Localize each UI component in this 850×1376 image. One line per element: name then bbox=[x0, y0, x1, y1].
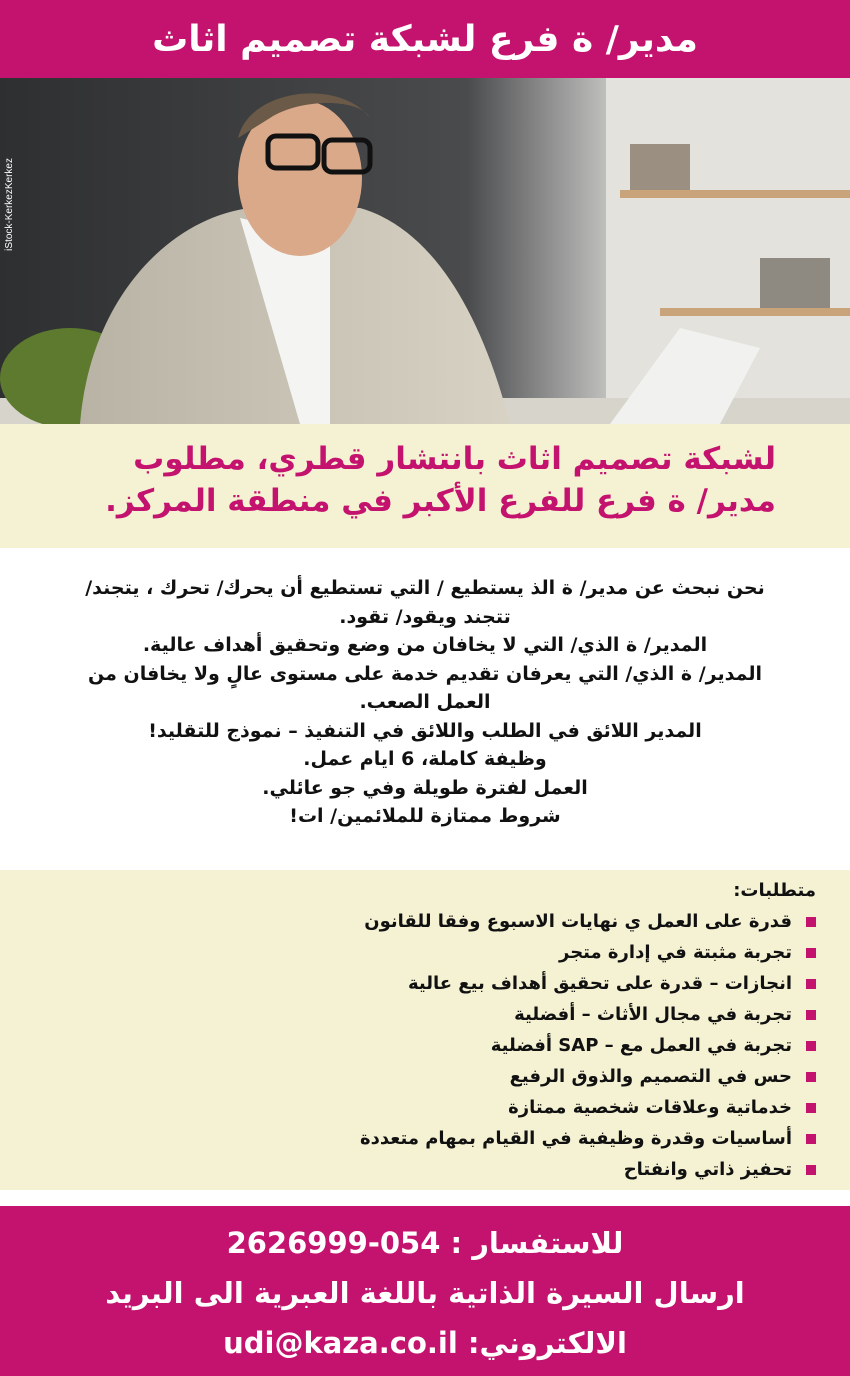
header-bar bbox=[0, 0, 850, 78]
square-bullet-icon bbox=[806, 979, 816, 989]
list-item: تحفيز ذاتي وانفتاح bbox=[40, 1154, 816, 1185]
hero-photo bbox=[0, 78, 850, 424]
intro-line: وظيفة كاملة، 6 ايام عمل. bbox=[303, 748, 547, 770]
headline-section bbox=[0, 424, 850, 548]
square-bullet-icon bbox=[806, 1041, 816, 1051]
contact-email[interactable]: الالكتروني: udi@kaza.co.il bbox=[223, 1326, 627, 1360]
requirements-title: متطلبات: bbox=[733, 880, 816, 901]
intro-line: المدير اللائق في الطلب واللائق في التنفيذ – نموذج للتقليد! bbox=[148, 719, 702, 742]
contact-section bbox=[0, 1206, 850, 1376]
list-item: انجازات – قدرة على تحقيق أهداف بيع عالية bbox=[40, 968, 816, 999]
contact-phone: للاستفسار : 054-2626999 bbox=[226, 1226, 624, 1260]
list-item: تجربة مثبتة في إدارة متجر bbox=[40, 937, 816, 968]
intro-line: المدير/ ة الذي/ التي يعرفان تقديم خدمة على مستوى عالٍ ولا يخافان من bbox=[88, 662, 762, 685]
square-bullet-icon bbox=[806, 1134, 816, 1144]
list-item: تجربة في مجال الأثاث – أفضلية bbox=[40, 999, 816, 1030]
intro-section bbox=[0, 548, 850, 870]
square-bullet-icon bbox=[806, 1165, 816, 1175]
intro-line: العمل لفترة طويلة وفي جو عائلي. bbox=[262, 776, 588, 799]
square-bullet-icon bbox=[806, 1072, 816, 1082]
intro-line: شروط ممتازة للملائمين/ ات! bbox=[289, 805, 561, 827]
man-at-laptop-image bbox=[0, 78, 850, 424]
square-bullet-icon bbox=[806, 917, 816, 927]
intro-line: نحن نبحث عن مدير/ ة الذ يستطيع / التي تستطيع أن يحرك/ تحرك ، يتجند/ bbox=[85, 577, 765, 599]
requirements-list bbox=[40, 906, 816, 1185]
page-title: مدير/ ة فرع لشبكة تصميم اثاث bbox=[152, 18, 698, 60]
contact-cv-note: ارسال السيرة الذاتية باللغة العبرية الى البريد bbox=[105, 1276, 745, 1310]
headline-line: لشبكة تصميم اثاث بانتشار قطري، مطلوب bbox=[133, 441, 776, 477]
list-item: خدماتية وعلاقات شخصية ممتازة bbox=[40, 1092, 816, 1123]
square-bullet-icon bbox=[806, 1103, 816, 1113]
square-bullet-icon bbox=[806, 1010, 816, 1020]
list-item: أساسيات وقدرة وظيفية في القيام بمهام متعددة bbox=[40, 1123, 816, 1154]
intro-line: تتجند ويقود/ تقود. bbox=[339, 605, 511, 628]
list-item: تجربة في العمل مع – SAP أفضلية bbox=[40, 1030, 816, 1061]
list-item: حس في التصميم والذوق الرفيع bbox=[40, 1061, 816, 1092]
list-item: قدرة على العمل ي نهايات الاسبوع وفقا للقانون bbox=[40, 906, 816, 937]
requirements-section bbox=[0, 870, 850, 1190]
headline-line: مدير/ ة فرع للفرع الأكبر في منطقة المركز. bbox=[105, 483, 776, 519]
intro-line: المدير/ ة الذي/ التي لا يخافان من وضع وتحقيق أهداف عالية. bbox=[142, 634, 708, 656]
photo-credit: iStock-KerkezKerkez bbox=[4, 158, 15, 251]
intro-line: العمل الصعب. bbox=[359, 691, 491, 713]
square-bullet-icon bbox=[806, 948, 816, 958]
